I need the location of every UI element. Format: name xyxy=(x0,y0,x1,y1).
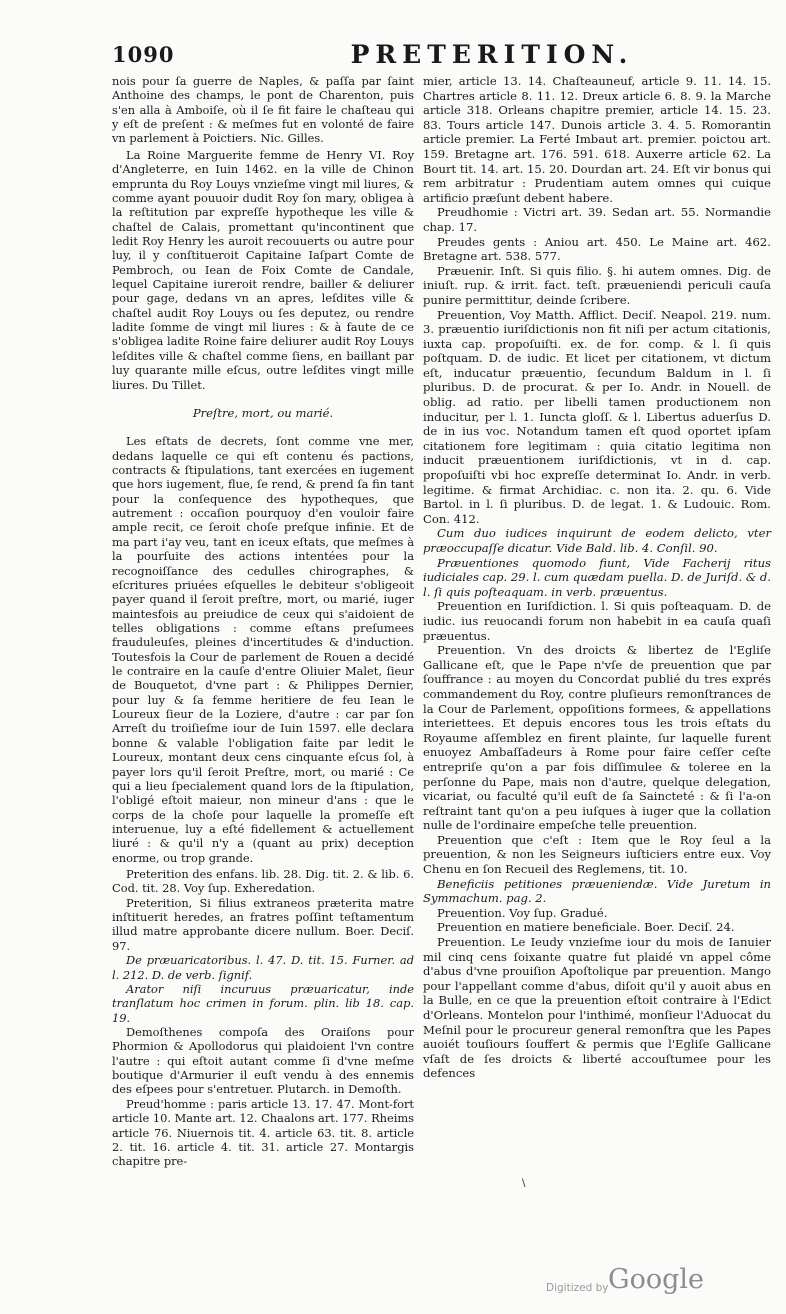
right-paragraph-10: Preuention que c'eſt : Item que le Roy ſeul a la preuention, & non les Seigneurs iuſticiers entre eux. Voy Chenu en ſon Recueil des Reglemens, tit. 10. xyxy=(423,832,771,877)
right-paragraph-6: Cum duo iudices inquirunt de eodem delicto, vter præoccupaſſe dicatur. Vide Bald. lib. 4. Conſil. 90. xyxy=(423,526,771,555)
left-paragraph-8: Demoſthenes compoſa des Oraiſons pour Phormion & Apollodorus qui plaidoient l'vn contre l'autre : qui eſtoit autant comme ſi d'vne meſme boutique d'Armurier il euſt vendu à des ennemis des eſpees pour s'entretuer. Plutarch. in Demoſth. xyxy=(112,1025,414,1097)
right-paragraph-12: Preuention. Voy ſup. Gradué. xyxy=(437,905,608,920)
left-paragraph-2: La Roine Marguerite femme de Henry VI. Roy d'Angleterre, en Iuin 1462. en la ville de Chinon emprunta du Roy Louys vnzieſme vingt mil liures, & comme ayant pouuoir dudit Roy ſon mary, obligea à la reſtitution par expreſſe hypotheque les ville & chaſtel de Calais, promettant qu'incontinent que ledit Roy Henry les auroit recouuerts ou autre pour luy, il y conſtitueroit Capitaine Iaſpart Comte de Pembroch, ou Iean de Foix Comte de Candale, lequel Capitaine iureroit rendre, bailler & deliurer pour gage, dedans vn an apres, leſdites ville & chaſtel audit Roy Louys ou ſes deputez, ou rendre ladite ſomme de vingt mil liures : & à faute de ce s'obligea ladite Roine faire deliurer audit Roy Louys leſdites ville & chaſtel comme ſiens, en baillant par luy quarante mille eſcus, outre leſdites vingt mille liures. Du Tillet. xyxy=(112,147,414,392)
right-paragraph-9: Preuention. Vn des droicts & libertez de l'Egliſe Gallicane eſt, que le Pape n'vſe de preuention que par ſouffrance : au moyen du Concordat publié du tres exprés commandement du Roy, contre pluſieurs remonſtrances de la Cour de Parlement, oppoſitions formees, & appellations interiettees. Et depuis encores tous les trois eſtats du Royaume aſſemblez en firent plainte, ſur laquelle furent enuoyez Ambaſſadeurs à Rome pour faire ceſſer ceſte entrepriſe qu'on a par fois diſſimulee & toleree en la perſonne du Pape, mais non d'autre, quelque delegation, vicariat, ou faculté qu'il euſt de ſa Saincteté : & ſi l'a-on reſtraint tant qu'on a peu iuſques à iuger que la collation nulle de l'ordinaire empeſche telle preuention. xyxy=(423,643,771,833)
left-paragraph-4: Preterition des enfans. lib. 28. Dig. tit. 2. & lib. 6. Cod. tit. 28. Voy ſup. Exheredation. xyxy=(112,867,414,896)
page-number: 1090 xyxy=(112,42,175,67)
section-heading: Preſtre, mort, ou marié. xyxy=(192,405,334,420)
right-paragraph-7: Præuentiones quomodo fiunt, Vide Facherij ritus iudiciales cap. 29. l. cum quædam puella. D. de Juriſd. & d. l. ſi quis poſteaquam. in verb. præuentus. xyxy=(423,555,771,599)
right-paragraph-2: Preudhomie : Victri art. 39. Sedan art. 55. Normandie chap. 17. xyxy=(423,205,771,234)
right-paragraph-11: Beneficiis petitiones præueniendæ. Vide Juretum in Symmachum. pag. 2. xyxy=(423,876,771,906)
right-paragraph-1: mier, article 13. 14. Chaſteauneuf, article 9. 11. 14. 15. Chartres article 8. 11. 12. Dreux article 6. 8. 9. la Marche article 318. Orleans chapitre premier, article 14. 15. 23. 83. Tours article 147. Dunois article 3. 4. 5. Romorantin article premier. La Ferté Imbaut art. premier. poictou art. 159. Bretagne art. 176. 591. 618. Auxerre article 62. La Bourt tit. 14. art. 15. 20. Dourdan art. 24. Eſt vir bonus qui rem arbitratur : Prudentiam autem omnes qui cuique artificio præſunt debent habere. xyxy=(423,74,771,205)
watermark-logo: Google xyxy=(608,1264,704,1295)
left-paragraph-9: Preud'homme : paris article 13. 17. 47. Mont-fort article 10. Mante art. 12. Chaalons art. 177. Rheims article 76. Niuernois tit. 4. article 63. tit. 8. article 2. tit. 16. article 4. tit. 31. article 27. Montargis chapitre pre- xyxy=(112,1096,415,1169)
left-paragraph-5: Preterition, Si filius extraneos præterita matre inſtituerit heredes, an fratres poſſint teſtamentum illud matre approbante dicere nullum. Boer. Deciſ. 97. xyxy=(112,895,414,953)
left-paragraph-3: Les eſtats de decrets, ſont comme vne mer, dedans laquelle ce qui eſt contenu és pactions, contracts & ſtipulations, tant exercées en iugement que hors iugement, flue, ſe rend, & prend ſa fin tant pour la conſequence des hypotheques, que autrement : occaſion pourquoy d'en vouloir faire ample recit, ce ſeroit choſe preſque infinie. Et de ma part i'ay veu, tant en iceux eſtats, que meſmes à la pourſuite des actions intentées pour la recognoiſſance des cedulles chirographes, & eſcritures priuées eſquelles le debiteur s'obligeoit payer quand il ſeroit preſtre, mort, ou marié, iuger maintesfois au preiudice de ceux qui s'aidoient de telles obligations : comme eſtans preſumees frauduleuſes, pleines d'incertitudes & d'induction. Toutesfois la Cour de parlement de Rouen a decidé le contraire en la cauſe d'entre Oliuier Malet, ſieur de Bouquetot, d'vne part : & Philippes Dernier, pour luy & ſa femme heritiere de feu Iean le Loureux ſieur de la Loziere, d'autre : car par ſon Arreſt du troiſieſme iour de Iuin 1597. elle declara bonne & valable l'obligation faite par ledit le Loureux, montant deux cens cinquante eſcus ſol, à payer lors qu'il ſeroit Preſtre, mort, ou marié : Ce qui a lieu ſpecialement quand lors de la ſtipulation, l'obligé eſtoit maieur, non mineur d'ans : que le corps de la choſe pour laquelle la promeſſe eſt interuenue, luy a eſté fidellement & actuellement liuré : & qu'il n'y a (quant au prix) deception enorme, ou trop grande. xyxy=(112,434,414,865)
left-paragraph-1: nois pour ſa guerre de Naples, & paſſa par ſaint Anthoine des champs, le pont de Charenton, puis s'en alla à Amboiſe, où il ſe fit faire le chaſteau qui y eſt de preſent : & meſmes fut en volonté de faire vn parlement à Poictiers. Nic. Gilles. xyxy=(112,74,414,146)
running-title: PRETERITION. xyxy=(350,40,634,69)
right-paragraph-13: Preuention en matiere beneficiale. Boer. Deciſ. 24. xyxy=(437,920,735,935)
right-paragraph-4: Præuenir. Inſt. Si quis filio. §. hi autem omnes. Dig. de iniuſt. rup. & irrit. fact. teſt. præueniendi periculi cauſa punire permittitur, deinde ſcribere. xyxy=(423,263,771,307)
left-paragraph-6: De præuaricatoribus. l. 47. D. tit. 15. Furner. ad l. 212. D. de verb. ſignif. xyxy=(112,953,414,982)
right-paragraph-5: Preuention, Voy Matth. Afflict. Deciſ. Neapol. 219. num. 3. præuentio iuriſdictionis non fit niſi per actum citationis, iuxta cap. propoſuiſti. ex. de for. comp. & l. ſi quis poſtquam. D. de iudic. Et licet per citationem, vt dictum eſt, inducatur præuentio, ſecundum Baldum in l. ſi pluribus. D. de procurat. & per Io. Andr. in Nouell. de oblig. ad ratio. per libelli tamen productionem non inducitur, per l. 1. Iuncta gloſſ. & l. Libertus aduerſus D. de in ius voc. Notandum tamen eſt quod oportet ipſam citationem fore legitimam : quia citatio legitima non inducit præuentionem iuriſdictionis, vt in d. cap. propoſuiſti vbi hoc expreſſe determinat Io. Andr. in verb. legitime. & firmat Archidiac. c. non ita. 2. qu. 6. Vide Bartol. in l. ſi pluribus. D. de legat. 1. & Ludouic. Rom. Con. 412. xyxy=(423,307,771,526)
right-paragraph-3: Preudes gents : Aniou art. 450. Le Maine art. 462. Bretagne art. 538. 577. xyxy=(423,234,771,264)
right-paragraph-8: Preuention en Iuriſdiction. l. Si quis poſteaquam. D. de iudic. ius reuocandi forum non habebit in ea cauſa quaſi præuentus. xyxy=(423,599,771,643)
right-column xyxy=(423,74,771,1081)
watermark-prefix: Digitized by xyxy=(546,1282,609,1294)
left-paragraph-7: Arator niſi incuruus præuaricatur, inde tranſlatum hoc crimen in forum. plin. lib 18. cap. 19. xyxy=(112,981,414,1025)
page-header xyxy=(112,42,772,72)
bottom-mark: \ xyxy=(522,1178,526,1189)
right-paragraph-14: Preuention. Le Ieudy vnzieſme iour du mois de Ianuier mil cinq cens ſoixante quatre fut plaidé vn appel côme d'abus d'vne prouiſion Apoſtolique par preuention. Mango pour l'appellant comme d'abus, diſoit qu'il y auoit abus en la Bulle, en ce que la preuention eſtoit contraire à l'Edict d'Orleans. Montelon pour l'inthimé, monſieur l'Aduocat du Meſnil pour le procureur general remonſtra que les Papes auoiét touſiours ſouffert & permis que l'Egliſe Gallicane vſaſt de ſes droicts & liberté accouſtumee pour les defences xyxy=(423,935,771,1081)
left-column xyxy=(112,74,414,1169)
